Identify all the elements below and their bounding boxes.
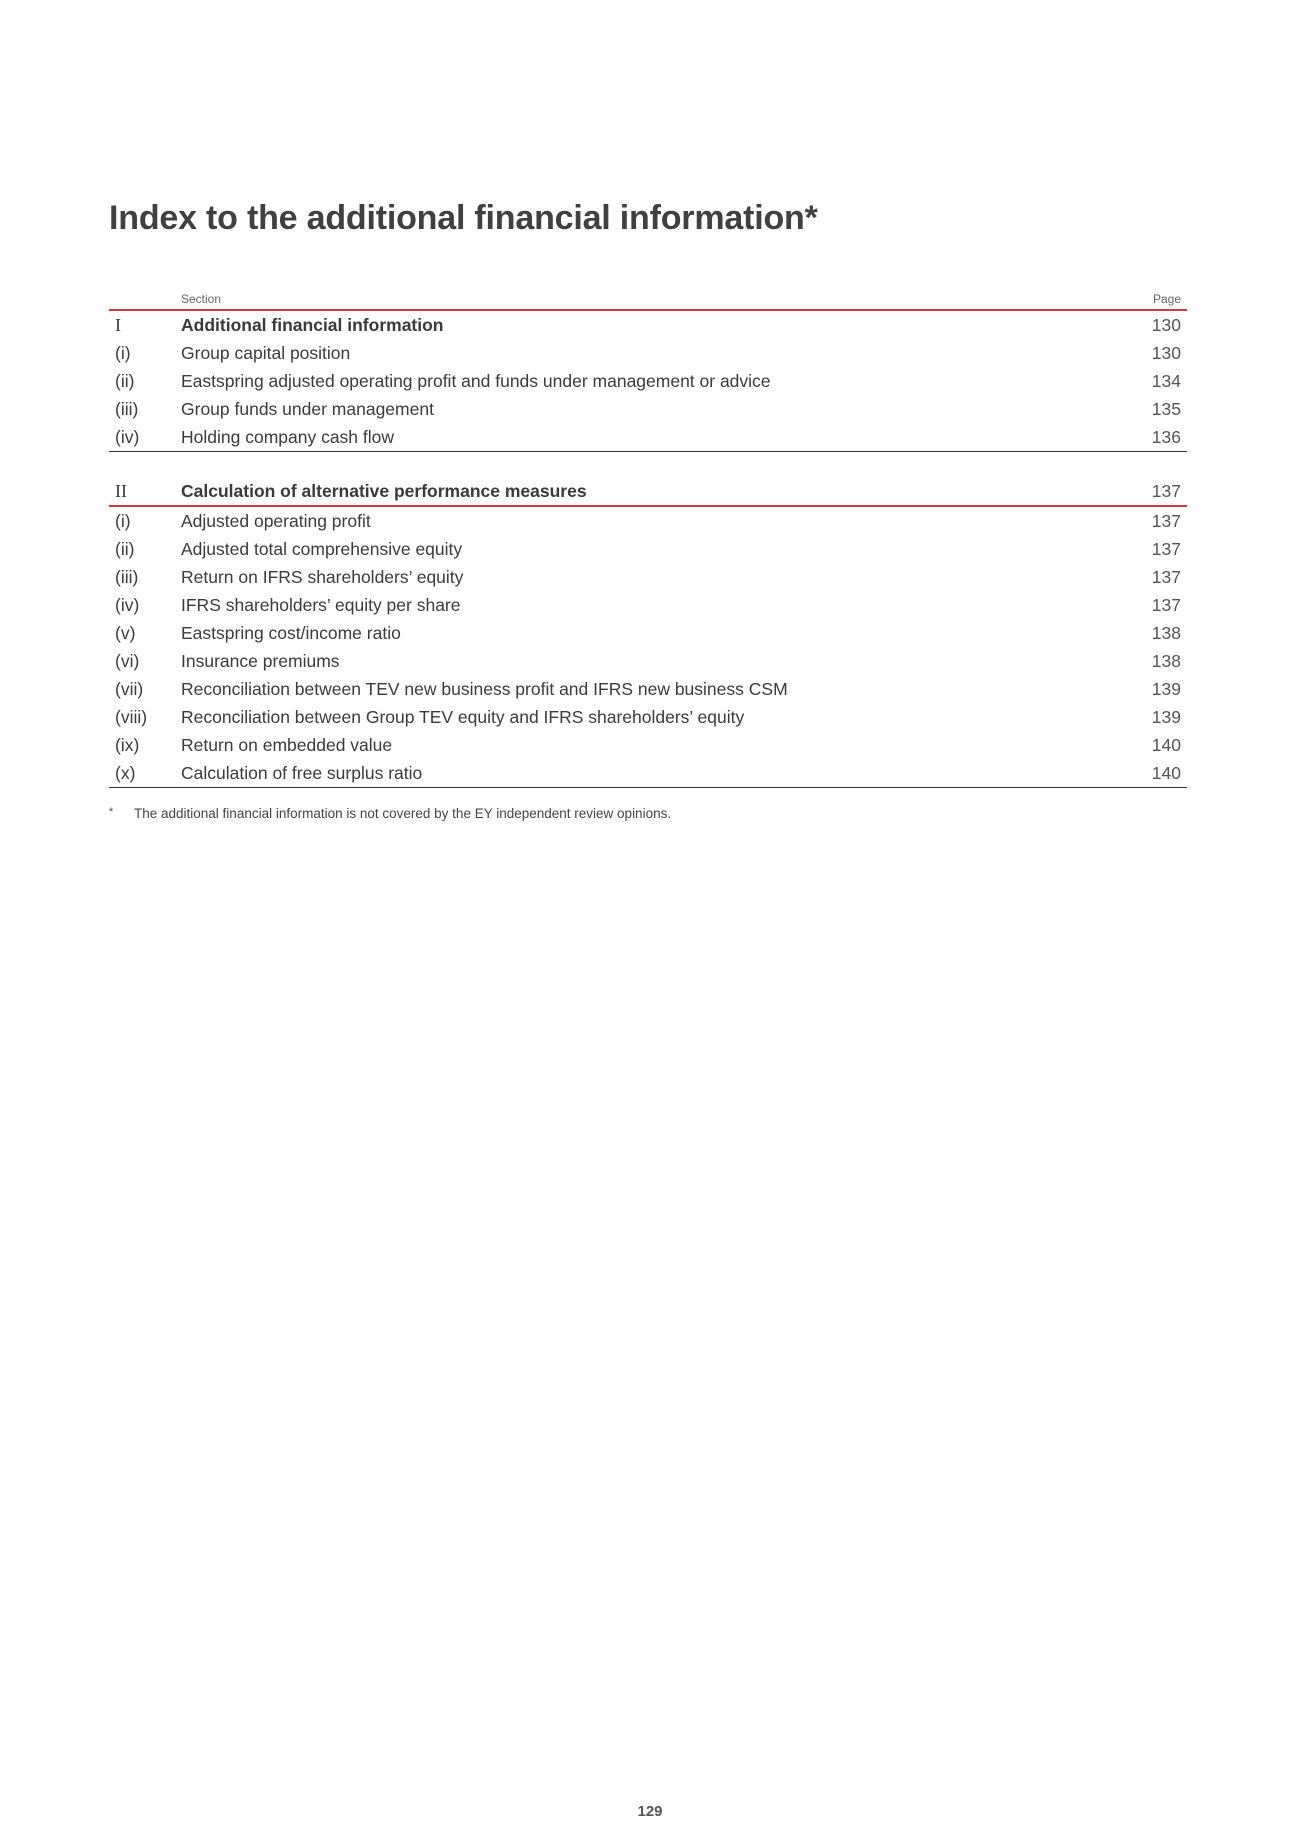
group-heading-row[interactable]: [109, 477, 1187, 507]
item-number: (ii): [115, 371, 135, 391]
item-title: IFRS shareholders’ equity per share: [181, 595, 461, 615]
page-ref: 138: [1151, 623, 1181, 643]
item-title: Eastspring cost/income ratio: [181, 623, 401, 643]
index-row[interactable]: [109, 395, 1187, 423]
item-number: (iii): [115, 567, 139, 587]
item-number: (i): [115, 511, 131, 531]
table-header: [109, 289, 1187, 311]
index-row[interactable]: [109, 367, 1187, 395]
group-number: I: [115, 315, 121, 335]
index-row[interactable]: [109, 759, 1187, 788]
page-ref: 137: [1151, 567, 1181, 587]
item-number: (vii): [115, 679, 144, 699]
item-title: Calculation of free surplus ratio: [181, 763, 423, 783]
section-column-header: Section: [181, 292, 222, 306]
item-title: Adjusted operating profit: [181, 511, 371, 531]
index-row[interactable]: [109, 591, 1187, 619]
item-number: (vi): [115, 651, 140, 671]
index-table: [109, 289, 1187, 788]
index-row[interactable]: [109, 675, 1187, 703]
page-ref: 140: [1151, 763, 1181, 783]
page-ref: 134: [1151, 371, 1181, 391]
page-ref: 138: [1151, 651, 1181, 671]
group-heading-row[interactable]: [109, 311, 1187, 339]
page-ref: 130: [1151, 343, 1181, 363]
page-ref: 136: [1151, 427, 1181, 447]
page-ref: 139: [1151, 679, 1181, 699]
index-row[interactable]: [109, 703, 1187, 731]
item-number: (i): [115, 343, 131, 363]
item-number: (ix): [115, 735, 140, 755]
page-ref: 137: [1151, 539, 1181, 559]
page-title: Index to the additional financial information*: [109, 198, 818, 237]
item-title: Group capital position: [181, 343, 351, 363]
index-row[interactable]: [109, 731, 1187, 759]
page-number: 129: [637, 1803, 663, 1820]
index-row[interactable]: [109, 647, 1187, 675]
index-row[interactable]: [109, 507, 1187, 535]
group-title: Calculation of alternative performance measures: [181, 481, 587, 501]
item-number: (ii): [115, 539, 135, 559]
item-title: Reconciliation between Group TEV equity and IFRS shareholders’ equity: [181, 707, 745, 727]
item-title: Group funds under management: [181, 399, 434, 419]
item-title: Return on embedded value: [181, 735, 393, 755]
item-number: (viii): [115, 707, 148, 727]
item-title: Holding company cash flow: [181, 427, 395, 447]
item-title: Adjusted total comprehensive equity: [181, 539, 463, 559]
group-title: Additional financial information: [181, 315, 444, 335]
index-row[interactable]: [109, 619, 1187, 647]
index-row[interactable]: [109, 563, 1187, 591]
footnote-text: The additional financial information is not covered by the EY independent review opinions.: [134, 806, 672, 821]
index-row[interactable]: [109, 535, 1187, 563]
index-row[interactable]: [109, 423, 1187, 452]
item-number: (iv): [115, 427, 140, 447]
page-ref: 137: [1151, 481, 1181, 501]
item-title: Insurance premiums: [181, 651, 340, 671]
page-ref: 130: [1151, 315, 1181, 335]
item-number: (iii): [115, 399, 139, 419]
page-ref: 140: [1151, 735, 1181, 755]
page-ref: 137: [1151, 595, 1181, 615]
item-title: Reconciliation between TEV new business profit and IFRS new business CSM: [181, 679, 788, 699]
page-ref: 137: [1151, 511, 1181, 531]
item-title: Eastspring adjusted operating profit and funds under management or advice: [181, 371, 771, 391]
index-row[interactable]: [109, 339, 1187, 367]
item-number: (v): [115, 623, 136, 643]
item-title: Return on IFRS shareholders’ equity: [181, 567, 464, 587]
page-ref: 139: [1151, 707, 1181, 727]
page-column-header: Page: [1152, 292, 1181, 306]
page-ref: 135: [1151, 399, 1181, 419]
footnote-marker: *: [109, 806, 114, 818]
item-number: (x): [115, 763, 136, 783]
group-number: II: [115, 481, 127, 501]
item-number: (iv): [115, 595, 140, 615]
